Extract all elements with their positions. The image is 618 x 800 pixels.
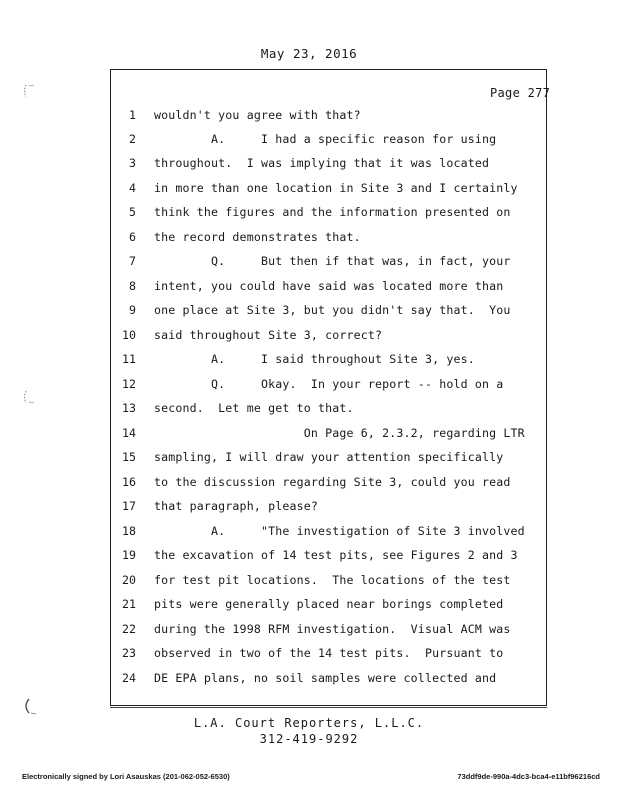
line-text: intent, you could have said was located more than xyxy=(154,279,504,293)
line-text: for test pit locations. The locations of the test xyxy=(154,573,511,587)
line-text: observed in two of the 14 test pits. Pursuant to xyxy=(154,646,504,660)
line-number: 10 xyxy=(122,328,136,342)
line-text: Q. Okay. In your report -- hold on a xyxy=(154,377,504,391)
transcript-line xyxy=(0,521,618,541)
electronic-signature-note: Electronically signed by Lori Asauskas (201-062-052-6530) xyxy=(22,772,230,781)
transcript-line xyxy=(0,178,618,198)
punch-hole-bottom xyxy=(22,697,40,715)
line-text: On Page 6, 2.3.2, regarding LTR xyxy=(154,426,525,440)
line-text: throughout. I was implying that it was located xyxy=(154,156,490,170)
line-number: 14 xyxy=(122,426,136,440)
transcript-line xyxy=(0,472,618,492)
transcript-line xyxy=(0,349,618,369)
transcript-line xyxy=(0,668,618,688)
transcript-line xyxy=(0,398,618,418)
line-text: A. I said throughout Site 3, yes. xyxy=(154,352,475,366)
transcript-line xyxy=(0,227,618,247)
line-number: 5 xyxy=(129,205,136,219)
transcript-line xyxy=(0,619,618,639)
line-text: A. I had a specific reason for using xyxy=(154,132,497,146)
transcript-line xyxy=(0,545,618,565)
line-number: 12 xyxy=(122,377,136,391)
line-number: 3 xyxy=(129,156,136,170)
line-number: 21 xyxy=(122,597,136,611)
line-number: 11 xyxy=(122,352,136,366)
line-text: said throughout Site 3, correct? xyxy=(154,328,383,342)
line-number: 8 xyxy=(129,279,136,293)
line-text: during the 1998 RFM investigation. Visual ACM was xyxy=(154,622,511,636)
transcript-line xyxy=(0,496,618,516)
transcript-line xyxy=(0,374,618,394)
transcript-line xyxy=(0,129,618,149)
line-number: 20 xyxy=(122,573,136,587)
transcript-line xyxy=(0,251,618,271)
line-text: sampling, I will draw your attention specifically xyxy=(154,450,504,464)
line-number: 17 xyxy=(122,499,136,513)
frame-double-rule xyxy=(110,707,547,708)
transcript-line xyxy=(0,447,618,467)
line-number: 23 xyxy=(122,646,136,660)
line-text: DE EPA plans, no soil samples were collected and xyxy=(154,671,497,685)
line-number: 2 xyxy=(129,132,136,146)
line-number: 4 xyxy=(129,181,136,195)
line-number: 24 xyxy=(122,671,136,685)
transcript-line xyxy=(0,202,618,222)
page-number-label: Page 277 xyxy=(490,86,551,100)
transcript-line xyxy=(0,423,618,443)
footer-phone: 312-419-9292 xyxy=(259,732,359,746)
punch-hole-top xyxy=(22,82,40,100)
transcript-line xyxy=(0,594,618,614)
line-number: 16 xyxy=(122,475,136,489)
line-text: one place at Site 3, but you didn't say that. You xyxy=(154,303,511,317)
line-text: A. "The investigation of Site 3 involved xyxy=(154,524,525,538)
footer-firm-name: L.A. Court Reporters, L.L.C. xyxy=(193,716,425,730)
transcript-line xyxy=(0,276,618,296)
line-text: in more than one location in Site 3 and I certainly xyxy=(154,181,518,195)
header-date: May 23, 2016 xyxy=(260,46,358,61)
document-id: 73ddf9de-990a-4dc3-bca4-e11bf96216cd xyxy=(457,772,600,781)
transcript-line xyxy=(0,105,618,125)
transcript-line xyxy=(0,643,618,663)
transcript-line xyxy=(0,570,618,590)
line-text: wouldn't you agree with that? xyxy=(154,108,361,122)
line-text: Q. But then if that was, in fact, your xyxy=(154,254,511,268)
line-number: 9 xyxy=(129,303,136,317)
line-text: think the figures and the information presented on xyxy=(154,205,511,219)
line-number: 13 xyxy=(122,401,136,415)
line-text: the record demonstrates that. xyxy=(154,230,361,244)
transcript-line xyxy=(0,325,618,345)
line-text: the excavation of 14 test pits, see Figures 2 and 3 xyxy=(154,548,518,562)
line-number: 19 xyxy=(122,548,136,562)
line-text: pits were generally placed near borings completed xyxy=(154,597,504,611)
line-number: 1 xyxy=(129,108,136,122)
line-text: to the discussion regarding Site 3, could you read xyxy=(154,475,511,489)
line-number: 22 xyxy=(122,622,136,636)
line-number: 6 xyxy=(129,230,136,244)
line-number: 18 xyxy=(122,524,136,538)
line-number: 7 xyxy=(129,254,136,268)
line-text: second. Let me get to that. xyxy=(154,401,354,415)
line-number: 15 xyxy=(122,450,136,464)
line-text: that paragraph, please? xyxy=(154,499,318,513)
transcript-line xyxy=(0,300,618,320)
transcript-line xyxy=(0,153,618,173)
